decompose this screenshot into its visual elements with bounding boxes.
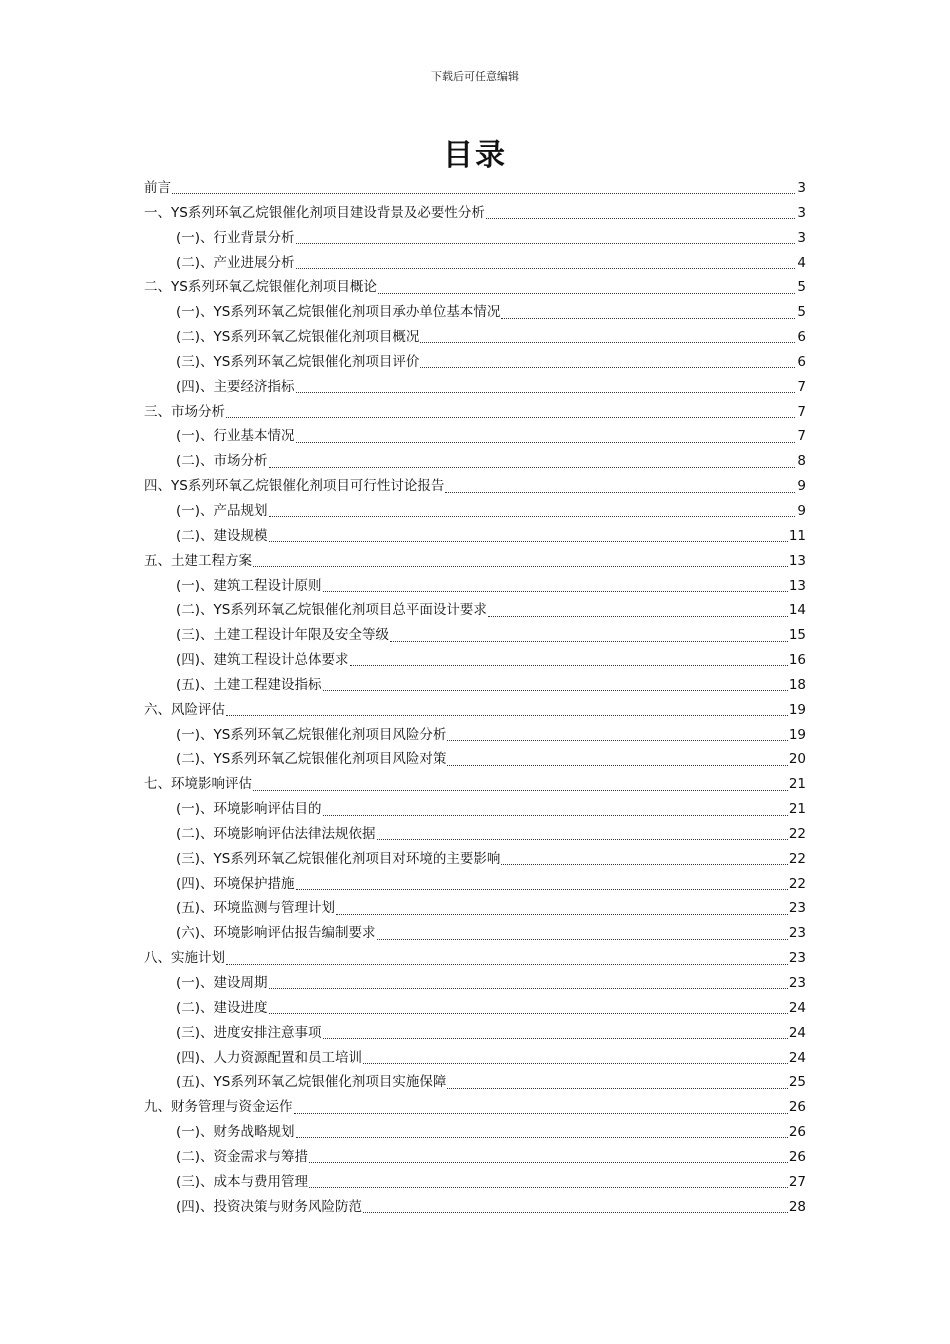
toc-entry-title: (二)、市场分析	[176, 453, 268, 470]
dot-leader	[501, 317, 795, 319]
table-of-contents	[144, 176, 806, 1219]
dot-leader	[226, 963, 788, 965]
toc-entry-page: 21	[788, 776, 806, 793]
dot-leader	[309, 1186, 788, 1188]
toc-entry-page: 9	[797, 502, 806, 519]
toc-entry[interactable]	[144, 797, 806, 822]
toc-entry-page: 15	[788, 627, 806, 644]
toc-entry[interactable]	[144, 524, 806, 549]
dot-leader	[390, 640, 788, 642]
dot-leader	[226, 416, 795, 418]
toc-entry[interactable]	[144, 574, 806, 599]
toc-entry-title: (二)、YS系列环氧乙烷银催化剂项目概况	[176, 329, 420, 346]
toc-entry[interactable]	[144, 176, 806, 201]
dot-leader	[226, 714, 788, 716]
dot-leader	[447, 764, 787, 766]
dot-leader	[296, 267, 795, 269]
toc-entry-title: (二)、环境影响评估法律法规依据	[176, 825, 376, 842]
dot-leader	[445, 491, 795, 493]
toc-entry-page: 18	[788, 676, 806, 693]
dot-leader	[296, 242, 795, 244]
toc-entry-title: 三、市场分析	[144, 403, 225, 420]
toc-entry-title: (二)、YS系列环氧乙烷银催化剂项目总平面设计要求	[176, 602, 487, 619]
toc-entry[interactable]	[144, 1170, 806, 1195]
dot-leader	[323, 689, 788, 691]
toc-entry[interactable]	[144, 946, 806, 971]
dot-leader	[269, 466, 795, 468]
dot-leader	[294, 1112, 788, 1114]
dot-leader	[172, 192, 795, 194]
toc-entry-title: (四)、投资决策与财务风险防范	[176, 1198, 363, 1215]
dot-leader	[296, 888, 788, 890]
toc-entry-page: 23	[788, 900, 806, 917]
toc-entry-title: (五)、土建工程建设指标	[176, 676, 322, 693]
toc-entry[interactable]	[144, 226, 806, 251]
dot-leader	[296, 1136, 788, 1138]
toc-entry-page: 26	[788, 1124, 806, 1141]
toc-entry-title: (四)、人力资源配置和员工培训	[176, 1049, 363, 1066]
toc-entry-title: (五)、环境监测与管理计划	[176, 900, 336, 917]
toc-entry-page: 24	[788, 999, 806, 1016]
toc-entry-title: (三)、进度安排注意事项	[176, 1024, 322, 1041]
dot-leader	[501, 863, 787, 865]
toc-entry-title: 四、YS系列环氧乙烷银催化剂项目可行性讨论报告	[144, 478, 445, 495]
toc-entry[interactable]	[144, 822, 806, 847]
toc-entry-page: 23	[788, 975, 806, 991]
toc-entry-title: (三)、成本与费用管理	[176, 1173, 309, 1190]
toc-entry-title: (一)、产品规划	[176, 502, 268, 519]
toc-entry[interactable]	[144, 375, 806, 400]
toc-entry-page: 24	[788, 1049, 806, 1066]
dot-leader	[488, 615, 788, 617]
toc-entry[interactable]	[144, 1120, 806, 1145]
toc-entry-title: (一)、财务战略规划	[176, 1124, 295, 1141]
toc-entry-title: (三)、YS系列环氧乙烷银催化剂项目评价	[176, 353, 420, 370]
page-header: 下载后可任意编辑	[431, 70, 519, 83]
toc-entry-page: 25	[788, 1074, 806, 1091]
toc-entry-page: 16	[788, 652, 806, 669]
toc-entry[interactable]	[144, 648, 806, 673]
toc-entry-title: (二)、资金需求与筹措	[176, 1148, 309, 1165]
toc-entry[interactable]	[144, 921, 806, 946]
dot-leader	[323, 814, 788, 816]
toc-entry-title: (一)、YS系列环氧乙烷银催化剂项目风险分析	[176, 726, 447, 743]
dot-leader	[377, 938, 788, 940]
toc-entry-page: 5	[797, 279, 806, 296]
toc-entry-title: (二)、建设规模	[176, 527, 268, 544]
toc-entry[interactable]	[144, 1070, 806, 1095]
toc-entry-title: 一、YS系列环氧乙烷银催化剂项目建设背景及必要性分析	[144, 204, 485, 221]
toc-entry-page: 19	[788, 701, 806, 718]
dot-leader	[447, 739, 787, 741]
toc-entry-title: (三)、土建工程设计年限及安全等级	[176, 627, 390, 644]
toc-entry-page: 3	[797, 229, 806, 246]
toc-entry-page: 7	[797, 403, 806, 420]
toc-entry-page: 3	[797, 180, 806, 196]
toc-entry[interactable]	[144, 623, 806, 648]
toc-entry-page: 6	[797, 353, 806, 370]
toc-entry[interactable]	[144, 723, 806, 748]
toc-entry-title: (四)、主要经济指标	[176, 378, 295, 395]
toc-entry[interactable]	[144, 201, 806, 226]
toc-entry-title: (一)、环境影响评估目的	[176, 801, 322, 818]
toc-entry-title: (一)、建设周期	[176, 975, 268, 991]
toc-entry[interactable]	[144, 1046, 806, 1071]
dot-leader	[336, 913, 788, 915]
toc-entry[interactable]	[144, 598, 806, 623]
toc-entry[interactable]	[144, 549, 806, 574]
toc-entry-page: 7	[797, 428, 806, 445]
toc-entry-page: 21	[788, 801, 806, 818]
toc-entry[interactable]	[144, 325, 806, 350]
toc-entry[interactable]	[144, 698, 806, 723]
toc-entry-title: (一)、行业背景分析	[176, 229, 295, 246]
toc-entry-page: 24	[788, 1024, 806, 1041]
dot-leader	[323, 590, 788, 592]
dot-leader	[447, 1087, 787, 1089]
toc-entry[interactable]	[144, 275, 806, 300]
toc-entry-title: (二)、YS系列环氧乙烷银催化剂项目风险对策	[176, 751, 447, 768]
dot-leader	[296, 441, 795, 443]
toc-entry-title: (四)、环境保护措施	[176, 875, 295, 892]
toc-entry-title: (二)、产业进展分析	[176, 254, 295, 271]
toc-entry-page: 23	[788, 950, 806, 967]
toc-entry[interactable]	[144, 1021, 806, 1046]
toc-entry-title: 九、财务管理与资金运作	[144, 1099, 293, 1116]
toc-entry-title: (一)、YS系列环氧乙烷银催化剂项目承办单位基本情况	[176, 304, 501, 321]
toc-entry[interactable]	[144, 474, 806, 499]
toc-entry-page: 22	[788, 825, 806, 842]
toc-entry-page: 4	[797, 254, 806, 271]
toc-entry-page: 13	[788, 552, 806, 569]
toc-entry-title: (一)、建筑工程设计原则	[176, 577, 322, 594]
dot-leader	[323, 1037, 788, 1039]
toc-entry-page: 27	[788, 1173, 806, 1190]
toc-entry[interactable]	[144, 251, 806, 276]
toc-entry[interactable]	[144, 673, 806, 698]
toc-entry[interactable]	[144, 971, 806, 996]
toc-entry-page: 6	[797, 329, 806, 346]
toc-entry[interactable]	[144, 847, 806, 872]
toc-entry[interactable]	[144, 996, 806, 1021]
page-title: 目录	[443, 138, 507, 173]
toc-entry[interactable]	[144, 449, 806, 474]
toc-entry-page: 3	[797, 204, 806, 221]
toc-entry-page: 22	[788, 850, 806, 867]
dot-leader	[486, 217, 795, 219]
toc-entry-title: 八、实施计划	[144, 950, 225, 967]
toc-entry-page: 5	[797, 304, 806, 321]
toc-entry-page: 23	[788, 925, 806, 942]
dot-leader	[420, 341, 795, 343]
dot-leader	[296, 391, 795, 393]
dot-leader	[269, 515, 795, 517]
toc-entry-page: 8	[797, 453, 806, 470]
toc-entry[interactable]	[144, 896, 806, 921]
dot-leader	[309, 1161, 788, 1163]
toc-entry-page: 28	[788, 1198, 806, 1215]
dot-leader	[363, 1062, 788, 1064]
toc-entry-page: 13	[788, 577, 806, 594]
toc-entry-title: 六、风险评估	[144, 701, 225, 718]
toc-entry-title: 二、YS系列环氧乙烷银催化剂项目概论	[144, 279, 377, 296]
dot-leader	[269, 1012, 788, 1014]
toc-entry-title: (二)、建设进度	[176, 999, 268, 1016]
toc-entry[interactable]	[144, 400, 806, 425]
toc-entry[interactable]	[144, 499, 806, 524]
toc-entry-page: 22	[788, 875, 806, 892]
toc-entry[interactable]	[144, 872, 806, 897]
dot-leader	[420, 366, 795, 368]
dot-leader	[378, 292, 795, 294]
toc-entry-page: 7	[797, 378, 806, 395]
toc-entry-title: 前言	[144, 180, 171, 196]
toc-entry[interactable]	[144, 424, 806, 449]
dot-leader	[269, 987, 788, 989]
toc-entry-title: (六)、环境影响评估报告编制要求	[176, 925, 376, 942]
toc-entry[interactable]	[144, 1095, 806, 1120]
toc-entry-page: 14	[788, 602, 806, 619]
toc-entry-title: (一)、行业基本情况	[176, 428, 295, 445]
toc-entry-title: (三)、YS系列环氧乙烷银催化剂项目对环境的主要影响	[176, 850, 501, 867]
toc-entry-page: 19	[788, 726, 806, 743]
toc-entry-page: 11	[788, 527, 806, 544]
dot-leader	[269, 540, 788, 542]
toc-entry[interactable]	[144, 350, 806, 375]
toc-entry[interactable]	[144, 1195, 806, 1220]
toc-entry-page: 20	[788, 751, 806, 768]
dot-leader	[377, 838, 788, 840]
toc-entry[interactable]	[144, 300, 806, 325]
dot-leader	[253, 565, 788, 567]
toc-entry-title: (四)、建筑工程设计总体要求	[176, 652, 349, 669]
toc-entry-page: 9	[797, 478, 806, 495]
dot-leader	[363, 1211, 788, 1213]
toc-entry[interactable]	[144, 1145, 806, 1170]
toc-entry-title: 五、土建工程方案	[144, 552, 252, 569]
toc-entry[interactable]	[144, 772, 806, 797]
toc-entry-page: 26	[788, 1099, 806, 1116]
toc-entry[interactable]	[144, 747, 806, 772]
dot-leader	[253, 789, 788, 791]
toc-entry-title: 七、环境影响评估	[144, 776, 252, 793]
dot-leader	[350, 664, 788, 666]
toc-entry-page: 26	[788, 1148, 806, 1165]
toc-entry-title: (五)、YS系列环氧乙烷银催化剂项目实施保障	[176, 1074, 447, 1091]
